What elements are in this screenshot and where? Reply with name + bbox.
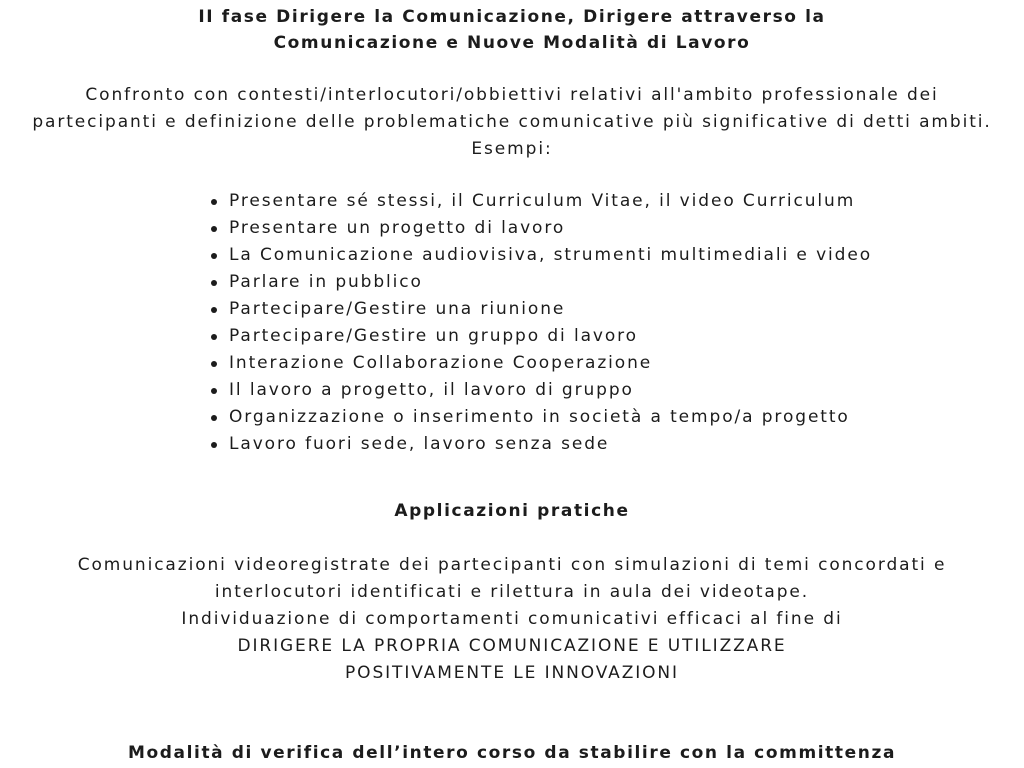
practice-line-4: DIRIGERE LA PROPRIA COMUNICAZIONE E UTILIZZARE [237, 636, 787, 656]
section-title [0, 4, 1024, 56]
list-item: Il lavoro a progetto, il lavoro di gruppo [206, 377, 872, 404]
practice-heading: Applicazioni pratiche [394, 501, 630, 521]
list-item: Presentare sé stessi, il Curriculum Vitae, il video Curriculum [206, 188, 872, 215]
practice-paragraph [0, 552, 1024, 687]
practice-line-2: interlocutori identificati e rilettura in aula dei videotape. [214, 582, 810, 602]
list-item: Interazione Collaborazione Cooperazione [206, 350, 872, 377]
list-item: Lavoro fuori sede, lavoro senza sede [206, 431, 872, 458]
practice-line-5: POSITIVAMENTE LE INNOVAZIONI [345, 663, 679, 683]
closing-heading: Modalità di verifica dell’intero corso da stabilire con la committenza [127, 743, 897, 763]
list-item: Organizzazione o inserimento in società a tempo/a progetto [206, 404, 872, 431]
examples-list [206, 188, 872, 458]
intro-line-2: partecipanti e definizione delle problematiche comunicative più significative di detti ambiti. [32, 112, 992, 132]
section-title-line-1: II fase Dirigere la Comunicazione, Dirigere attraverso la [198, 7, 826, 27]
list-item: Partecipare/Gestire una riunione [206, 296, 872, 323]
intro-line-3: Esempi: [471, 139, 553, 159]
practice-line-1: Comunicazioni videoregistrate dei partecipanti con simulazioni di temi concordati e [77, 555, 947, 575]
practice-line-3: Individuazione di comportamenti comunicativi efficaci al fine di [181, 609, 843, 629]
section-title-line-2: Comunicazione e Nuove Modalità di Lavoro [273, 33, 751, 53]
intro-line-1: Confronto con contesti/interlocutori/obbiettivi relativi all'ambito professionale dei [85, 85, 939, 105]
list-item: La Comunicazione audiovisiva, strumenti multimediali e video [206, 242, 872, 269]
intro-paragraph [0, 82, 1024, 163]
list-item: Presentare un progetto di lavoro [206, 215, 872, 242]
list-item: Parlare in pubblico [206, 269, 872, 296]
list-item: Partecipare/Gestire un gruppo di lavoro [206, 323, 872, 350]
